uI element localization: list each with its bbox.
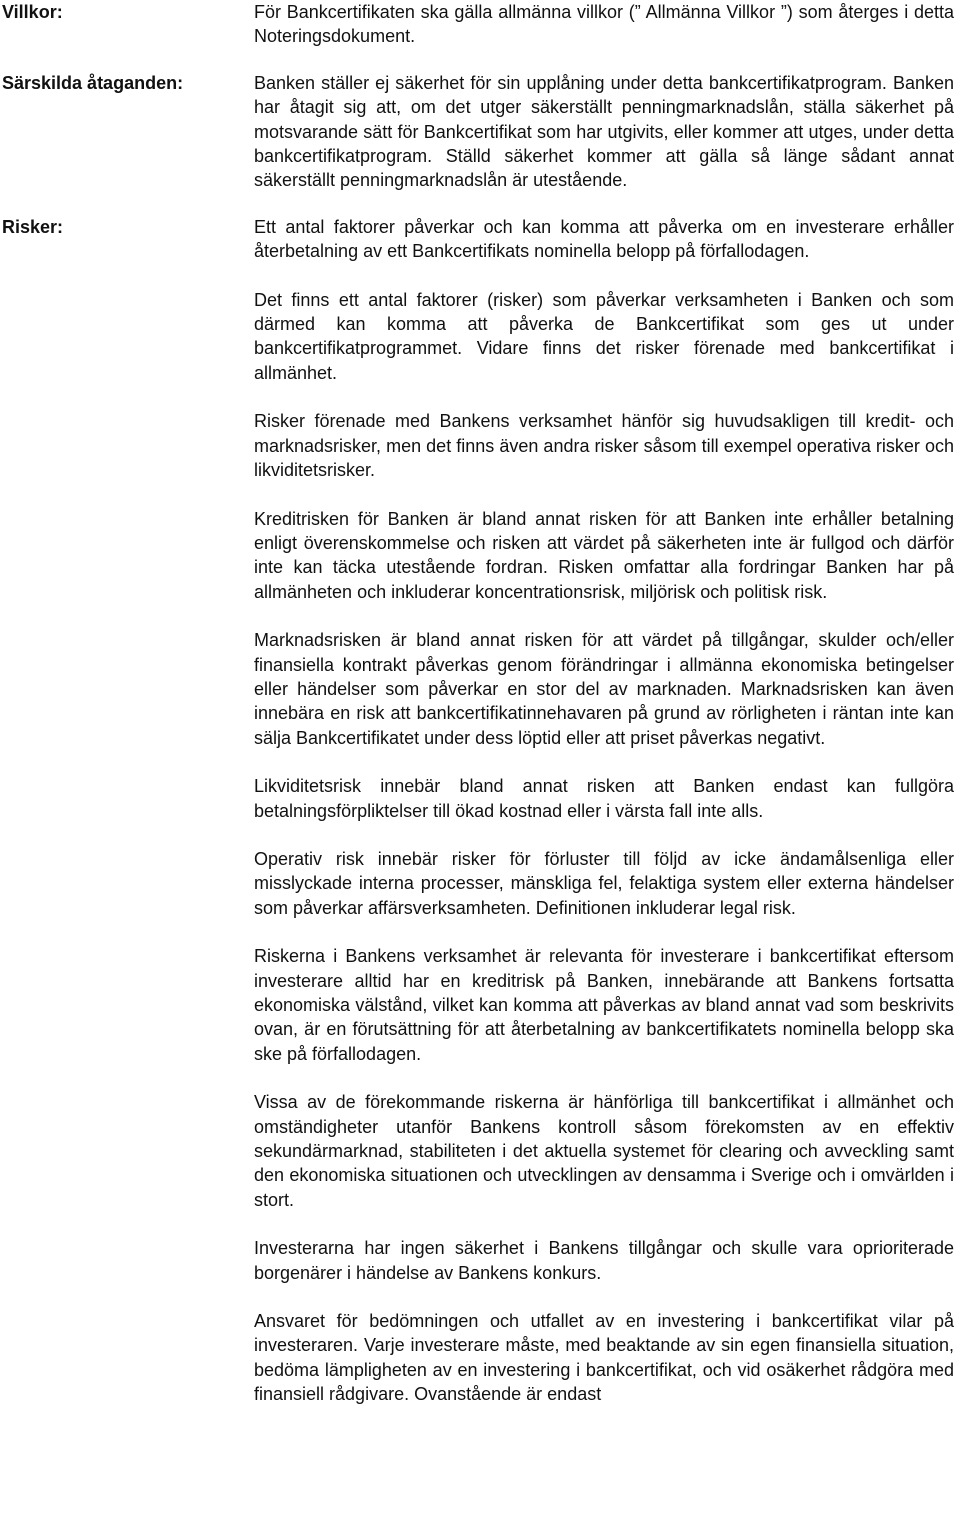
paragraph: Riskerna i Bankens verksamhet är relevanta för investerare i bankcertifikat eftersom investerare alltid har en kreditrisk på Banken, innebärande att Bankens fortsatta ekonomiska välstånd, vilket kan komma att påverkas av bland annat vad som beskrivits ovan, är en förutsättning för att återbetalning av bankcertifikatets nominella belopp ska ske på förfallodagen. [254,946,954,1064]
section-body-villkor [254,0,954,49]
paragraph: Kreditrisken för Banken är bland annat risken för att Banken inte erhåller betalning enligt överenskommelse och risken att värdet på säkerheten inte är fullgod och därför inte kan täcka utestående fordran. Risken omfattar alla fordringar Banken har på allmänheten och inkluderar koncentrationsrisk, miljörisk och politisk risk. [254,508,954,602]
paragraph: Risker förenade med Bankens verksamhet hänför sig huvudsakligen till kredit- och marknadsrisker, men det finns även andra risker såsom till exempel operativa risker och likviditetsrisker. [254,411,954,481]
section-label-risker: Risker: [2,216,64,237]
paragraph: För Bankcertifikaten ska gälla allmänna villkor (” Allmänna Villkor ”) som återges i detta Noteringsdokument. [254,2,954,47]
section-label-sarskilda-ataganden: Särskilda åtaganden: [2,72,184,93]
paragraph: Det finns ett antal faktorer (risker) som påverkar verksamheten i Banken och som därmed kan komma att påverka de Bankcertifikat som ges ut under bankcertifikatprogrammet. Vidare finns det risker förenade med bankcertifikat i allmänhet. [254,289,954,383]
section-body-sarskilda-ataganden [254,71,954,193]
paragraph: Ansvaret för bedömningen och utfallet av en investering i bankcertifikat vilar på investeraren. Varje investerare måste, med beaktande av sin egen finansiella situation, bedöma lämpligheten av en investering i bankcertifikat, och vid osäkerhet rådgöra med finansiell rådgivare. Ovanstående är endast [254,1311,954,1405]
section-body-risker [254,215,954,1407]
paragraph: Banken ställer ej säkerhet för sin upplåning under detta bankcertifikatprogram. Banken har åtagit sig att, om det utger säkerställt penningmarknadslån, ställa säkerhet på motsvarande sätt för Bankcertifikat som har utgivits, eller kommer att utges, under detta bankcertifikatprogram. Ställd säkerhet kommer att gälla så länge sådant annat säkerställt penningmarknadslån är utestående. [254,72,954,191]
paragraph: Operativ risk innebär risker för förluster till följd av icke ändamålsenliga eller misslyckade interna processer, mänskliga fel, felaktiga system eller externa händelser som påverkar affärsverksamheten. Definitionen inkluderar legal risk. [254,848,954,918]
paragraph: Likviditetsrisk innebär bland annat risken att Banken endast kan fullgöra betalningsförpliktelser till ökad kostnad eller i värsta fall inte alls. [254,776,954,821]
section-risker [0,215,954,1407]
paragraph: Ett antal faktorer påverkar och kan komma att påverka om en investerare erhåller återbetalning av ett Bankcertifikats nominella belopp på förfallodagen. [254,216,954,262]
section-sarskilda-ataganden [0,71,954,193]
paragraph: Marknadsrisken är bland annat risken för att värdet på tillgångar, skulder och/eller finansiella kontrakt påverkas genom förändringar i allmänna ekonomiska betingelser eller händelser som påverkar en stor del av marknaden. Marknadsrisken kan även innebära en risk att bankcertifikatinnehavaren på grund av rörligheten i räntan inte kan sälja Bankcertifikatet under dess löptid eller att priset påverkas negativt. [254,630,954,748]
section-villkor [0,0,954,49]
section-label-villkor: Villkor: [2,2,63,22]
paragraph: Investerarna har ingen säkerhet i Bankens tillgångar och skulle vara oprioriterade borgenärer i händelse av Bankens konkurs. [254,1238,954,1283]
paragraph: Vissa av de förekommande riskerna är hänförliga till bankcertifikat i allmänhet och omständigheter utanför Bankens kontroll såsom förekomsten av en effektiv sekundärmarknad, stabiliteten i det aktuella systemet för clearing och avveckling samt den ekonomiska situationen och utvecklingen av densamma i Sverige och i omvärlden i stort. [254,1092,954,1210]
